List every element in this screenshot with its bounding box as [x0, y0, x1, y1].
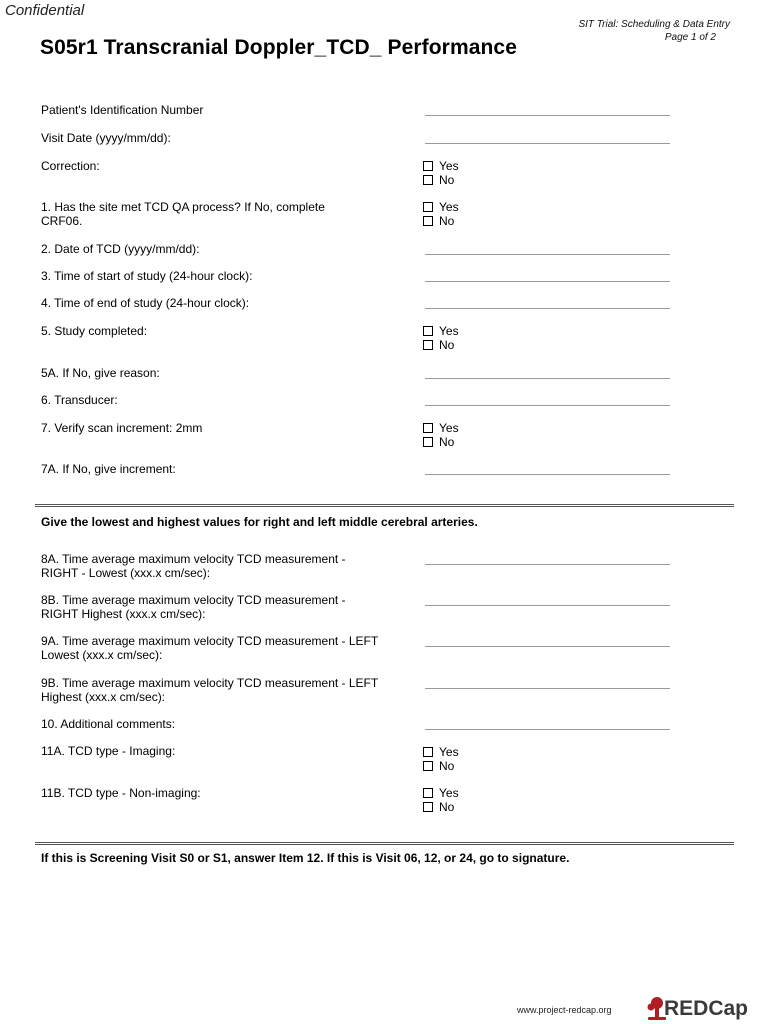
- q7a-label: 7A. If No, give increment:: [41, 462, 176, 476]
- q3-label: 3. Time of start of study (24-hour clock):: [41, 269, 253, 283]
- checkbox[interactable]: [423, 175, 433, 185]
- q1-no-option[interactable]: [423, 214, 454, 228]
- q11b-no-option[interactable]: [423, 800, 454, 814]
- correction-yes-option[interactable]: [423, 159, 459, 173]
- checkbox[interactable]: [423, 161, 433, 171]
- patient-id-field[interactable]: [425, 115, 670, 116]
- option-label: Yes: [439, 159, 459, 173]
- q8b-field[interactable]: [425, 605, 670, 606]
- checkbox[interactable]: [423, 437, 433, 447]
- option-label: No: [439, 800, 455, 814]
- q4-field[interactable]: [425, 308, 670, 309]
- q9b-label: 9B. Time average maximum velocity TCD measurement - LEFT Highest (xxx.x cm/sec):: [41, 676, 378, 704]
- checkbox[interactable]: [423, 761, 433, 771]
- section-divider: [35, 842, 734, 845]
- option-label: Yes: [439, 786, 459, 800]
- q4-label: 4. Time of end of study (24-hour clock):: [41, 296, 250, 310]
- checkbox[interactable]: [423, 802, 433, 812]
- option-label: Yes: [439, 200, 459, 214]
- page-title: S05r1 Transcranial Doppler_TCD_ Performance: [40, 36, 517, 59]
- q5a-label: 5A. If No, give reason:: [41, 366, 160, 380]
- q5a-field[interactable]: [425, 378, 670, 379]
- option-label: No: [439, 759, 455, 773]
- q9b-field[interactable]: [425, 688, 670, 689]
- redcap-wordmark: REDCap: [664, 997, 749, 1020]
- q11b-yes-option[interactable]: [423, 786, 459, 800]
- q6-field[interactable]: [425, 405, 670, 406]
- footer-url[interactable]: www.project-redcap.org: [517, 1005, 612, 1015]
- checkbox[interactable]: [423, 326, 433, 336]
- section-header-screening: If this is Screening Visit S0 or S1, answer Item 12. If this is Visit 06, 12, or 24, go to signature.: [41, 851, 570, 865]
- patient-id-label: Patient's Identification Number: [41, 103, 204, 117]
- q8a-field[interactable]: [425, 564, 670, 565]
- confidential-label: Confidential: [5, 2, 85, 19]
- q5-label: 5. Study completed:: [41, 324, 148, 338]
- q1-yes-option[interactable]: [423, 200, 459, 214]
- option-label: No: [439, 173, 455, 187]
- correction-label: Correction:: [41, 159, 100, 173]
- trial-name: SIT Trial: Scheduling & Data Entry: [578, 19, 730, 30]
- q6-label: 6. Transducer:: [41, 393, 118, 407]
- redcap-logo: [646, 996, 748, 1020]
- q10-label: 10. Additional comments:: [41, 717, 176, 731]
- q1-label: 1. Has the site met TCD QA process? If No, complete CRF06.: [41, 200, 325, 228]
- checkbox[interactable]: [423, 216, 433, 226]
- option-label: No: [439, 435, 455, 449]
- q11a-label: 11A. TCD type - Imaging:: [41, 744, 176, 758]
- q7-yes-option[interactable]: [423, 421, 459, 435]
- q5-no-option[interactable]: [423, 338, 454, 352]
- visit-date-field[interactable]: [425, 143, 670, 144]
- q3-field[interactable]: [425, 281, 670, 282]
- checkbox[interactable]: [423, 202, 433, 212]
- checkbox[interactable]: [423, 340, 433, 350]
- q5-yes-option[interactable]: [423, 324, 459, 338]
- section-header-arteries: Give the lowest and highest values for right and left middle cerebral arteries.: [41, 515, 478, 529]
- q2-label: 2. Date of TCD (yyyy/mm/dd):: [41, 242, 200, 256]
- header-info: [578, 18, 730, 44]
- checkbox[interactable]: [423, 747, 433, 757]
- correction-no-option[interactable]: [423, 173, 454, 187]
- option-label: Yes: [439, 745, 459, 759]
- q2-field[interactable]: [425, 254, 670, 255]
- q11b-label: 11B. TCD type - Non-imaging:: [41, 786, 201, 800]
- checkbox[interactable]: [423, 788, 433, 798]
- q7-no-option[interactable]: [423, 435, 454, 449]
- q8a-label: 8A. Time average maximum velocity TCD measurement - RIGHT - Lowest (xxx.x cm/sec):: [41, 552, 346, 580]
- q7a-field[interactable]: [425, 474, 670, 475]
- option-label: No: [439, 214, 455, 228]
- q9a-field[interactable]: [425, 646, 670, 647]
- q11a-yes-option[interactable]: [423, 745, 459, 759]
- option-label: Yes: [439, 421, 459, 435]
- page-number: Page 1 of 2: [664, 32, 716, 43]
- q9a-label: 9A. Time average maximum velocity TCD measurement - LEFT Lowest (xxx.x cm/sec):: [41, 634, 378, 662]
- option-label: Yes: [439, 324, 459, 338]
- q10-field[interactable]: [425, 729, 670, 730]
- q7-label: 7. Verify scan increment: 2mm: [41, 421, 203, 435]
- section-divider: [35, 504, 734, 507]
- visit-date-label: Visit Date (yyyy/mm/dd):: [41, 131, 171, 145]
- checkbox[interactable]: [423, 423, 433, 433]
- q11a-no-option[interactable]: [423, 759, 454, 773]
- option-label: No: [439, 338, 455, 352]
- q8b-label: 8B. Time average maximum velocity TCD measurement - RIGHT Highest (xxx.x cm/sec):: [41, 593, 346, 621]
